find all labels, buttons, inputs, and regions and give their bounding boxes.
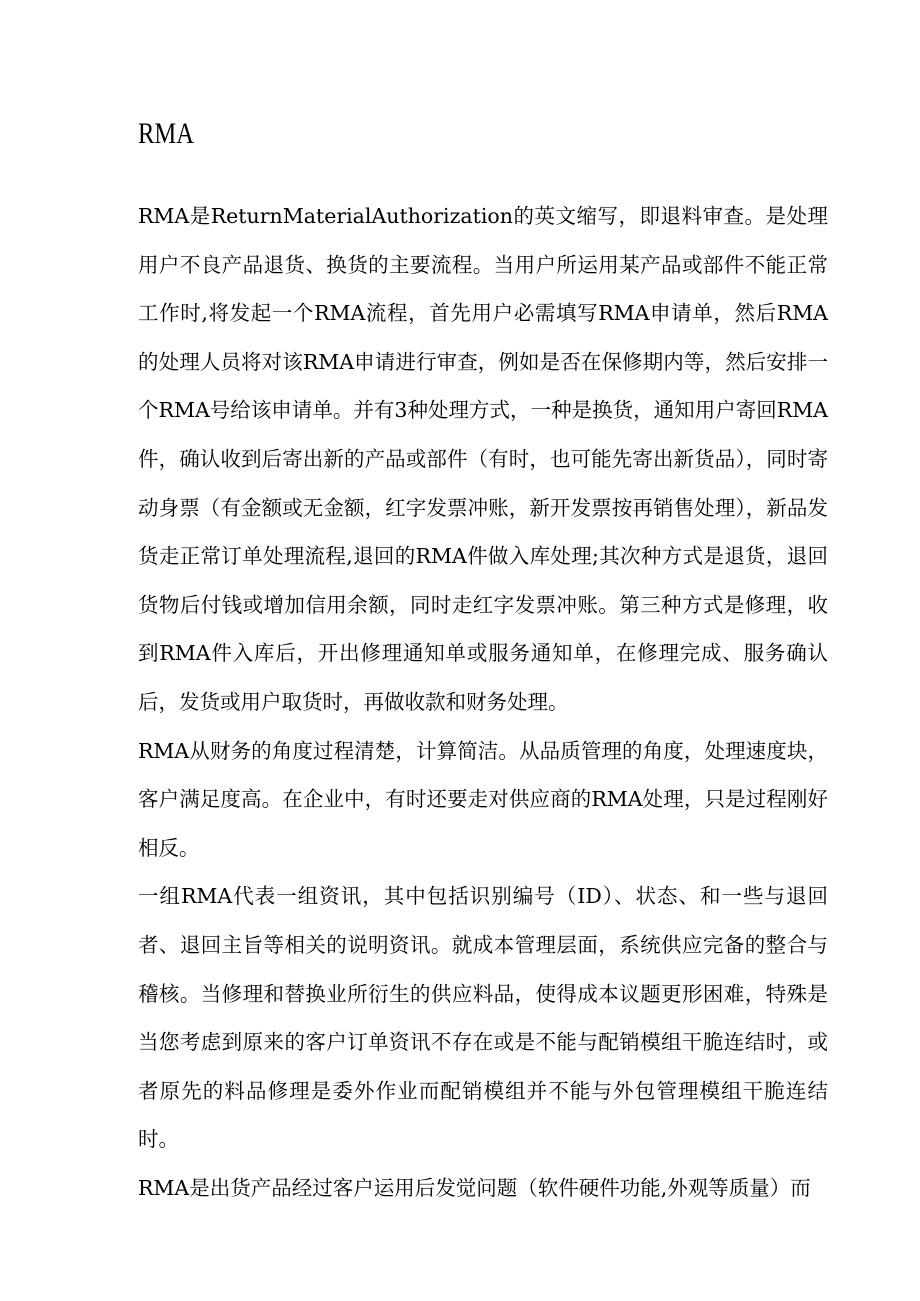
paragraph-rma-finance-quality: RMA从财务的角度过程清楚，计算简洁。从品质管理的角度，处理速度块，客户满足度高。在企业中，有时还要走对供应商的RMA处理，只是过程刚好相反。 — [138, 738, 828, 860]
paragraph-rma-shipment-issues: RMA是出货产品经过客户运用后发觉问题（软件硬件功能,外观等质量）而 — [138, 1175, 811, 1200]
document-body — [138, 192, 828, 1212]
paragraph-rma-information: 一组RMA代表一组资讯，其中包括识别编号（ID）、状态、和一些与退回者、退回主旨等相关的说明资讯。就成本管理层面，系统供应完备的整合与稽核。当修理和替换业所衍生的供应料品，使得成本议题更形困难，特殊是当您考虑到原来的客户订单资讯不存在或是不能与配销模组干脆连结时，或者原先的料品修理是委外作业而配销模组并不能与外包管理模组干脆连结时。 — [138, 884, 828, 1152]
document-title: RMA — [138, 117, 195, 150]
paragraph-rma-definition: RMA是ReturnMaterialAuthorization的英文缩写，即退料审查。是处理用户不良产品退货、换货的主要流程。当用户所运用某产品或部件不能正常工作时,将发起一个RMA流程，首先用户必需填写RMA申请单，然后RMA的处理人员将对该RMA申请进行审查，例如是否在保修期内等，然后安排一个RMA号给该申请单。并有3种处理方式，一种是换货，通知用户寄回RMA件，确认收到后寄出新的产品或部件（有时，也可能先寄出新货品），同时寄动身票（有金额或无金额，红字发票冲账，新开发票按再销售处理），新品发货走正常订单处理流程,退回的RMA件做入库处理;其次种方式是退货，退回货物后付钱或增加信用余额，同时走红字发票冲账。第三种方式是修理，收到RMA件入库后，开出修理通知单或服务通知单，在修理完成、服务确认后，发货或用户取货时，再做收款和财务处理。 — [138, 204, 828, 714]
